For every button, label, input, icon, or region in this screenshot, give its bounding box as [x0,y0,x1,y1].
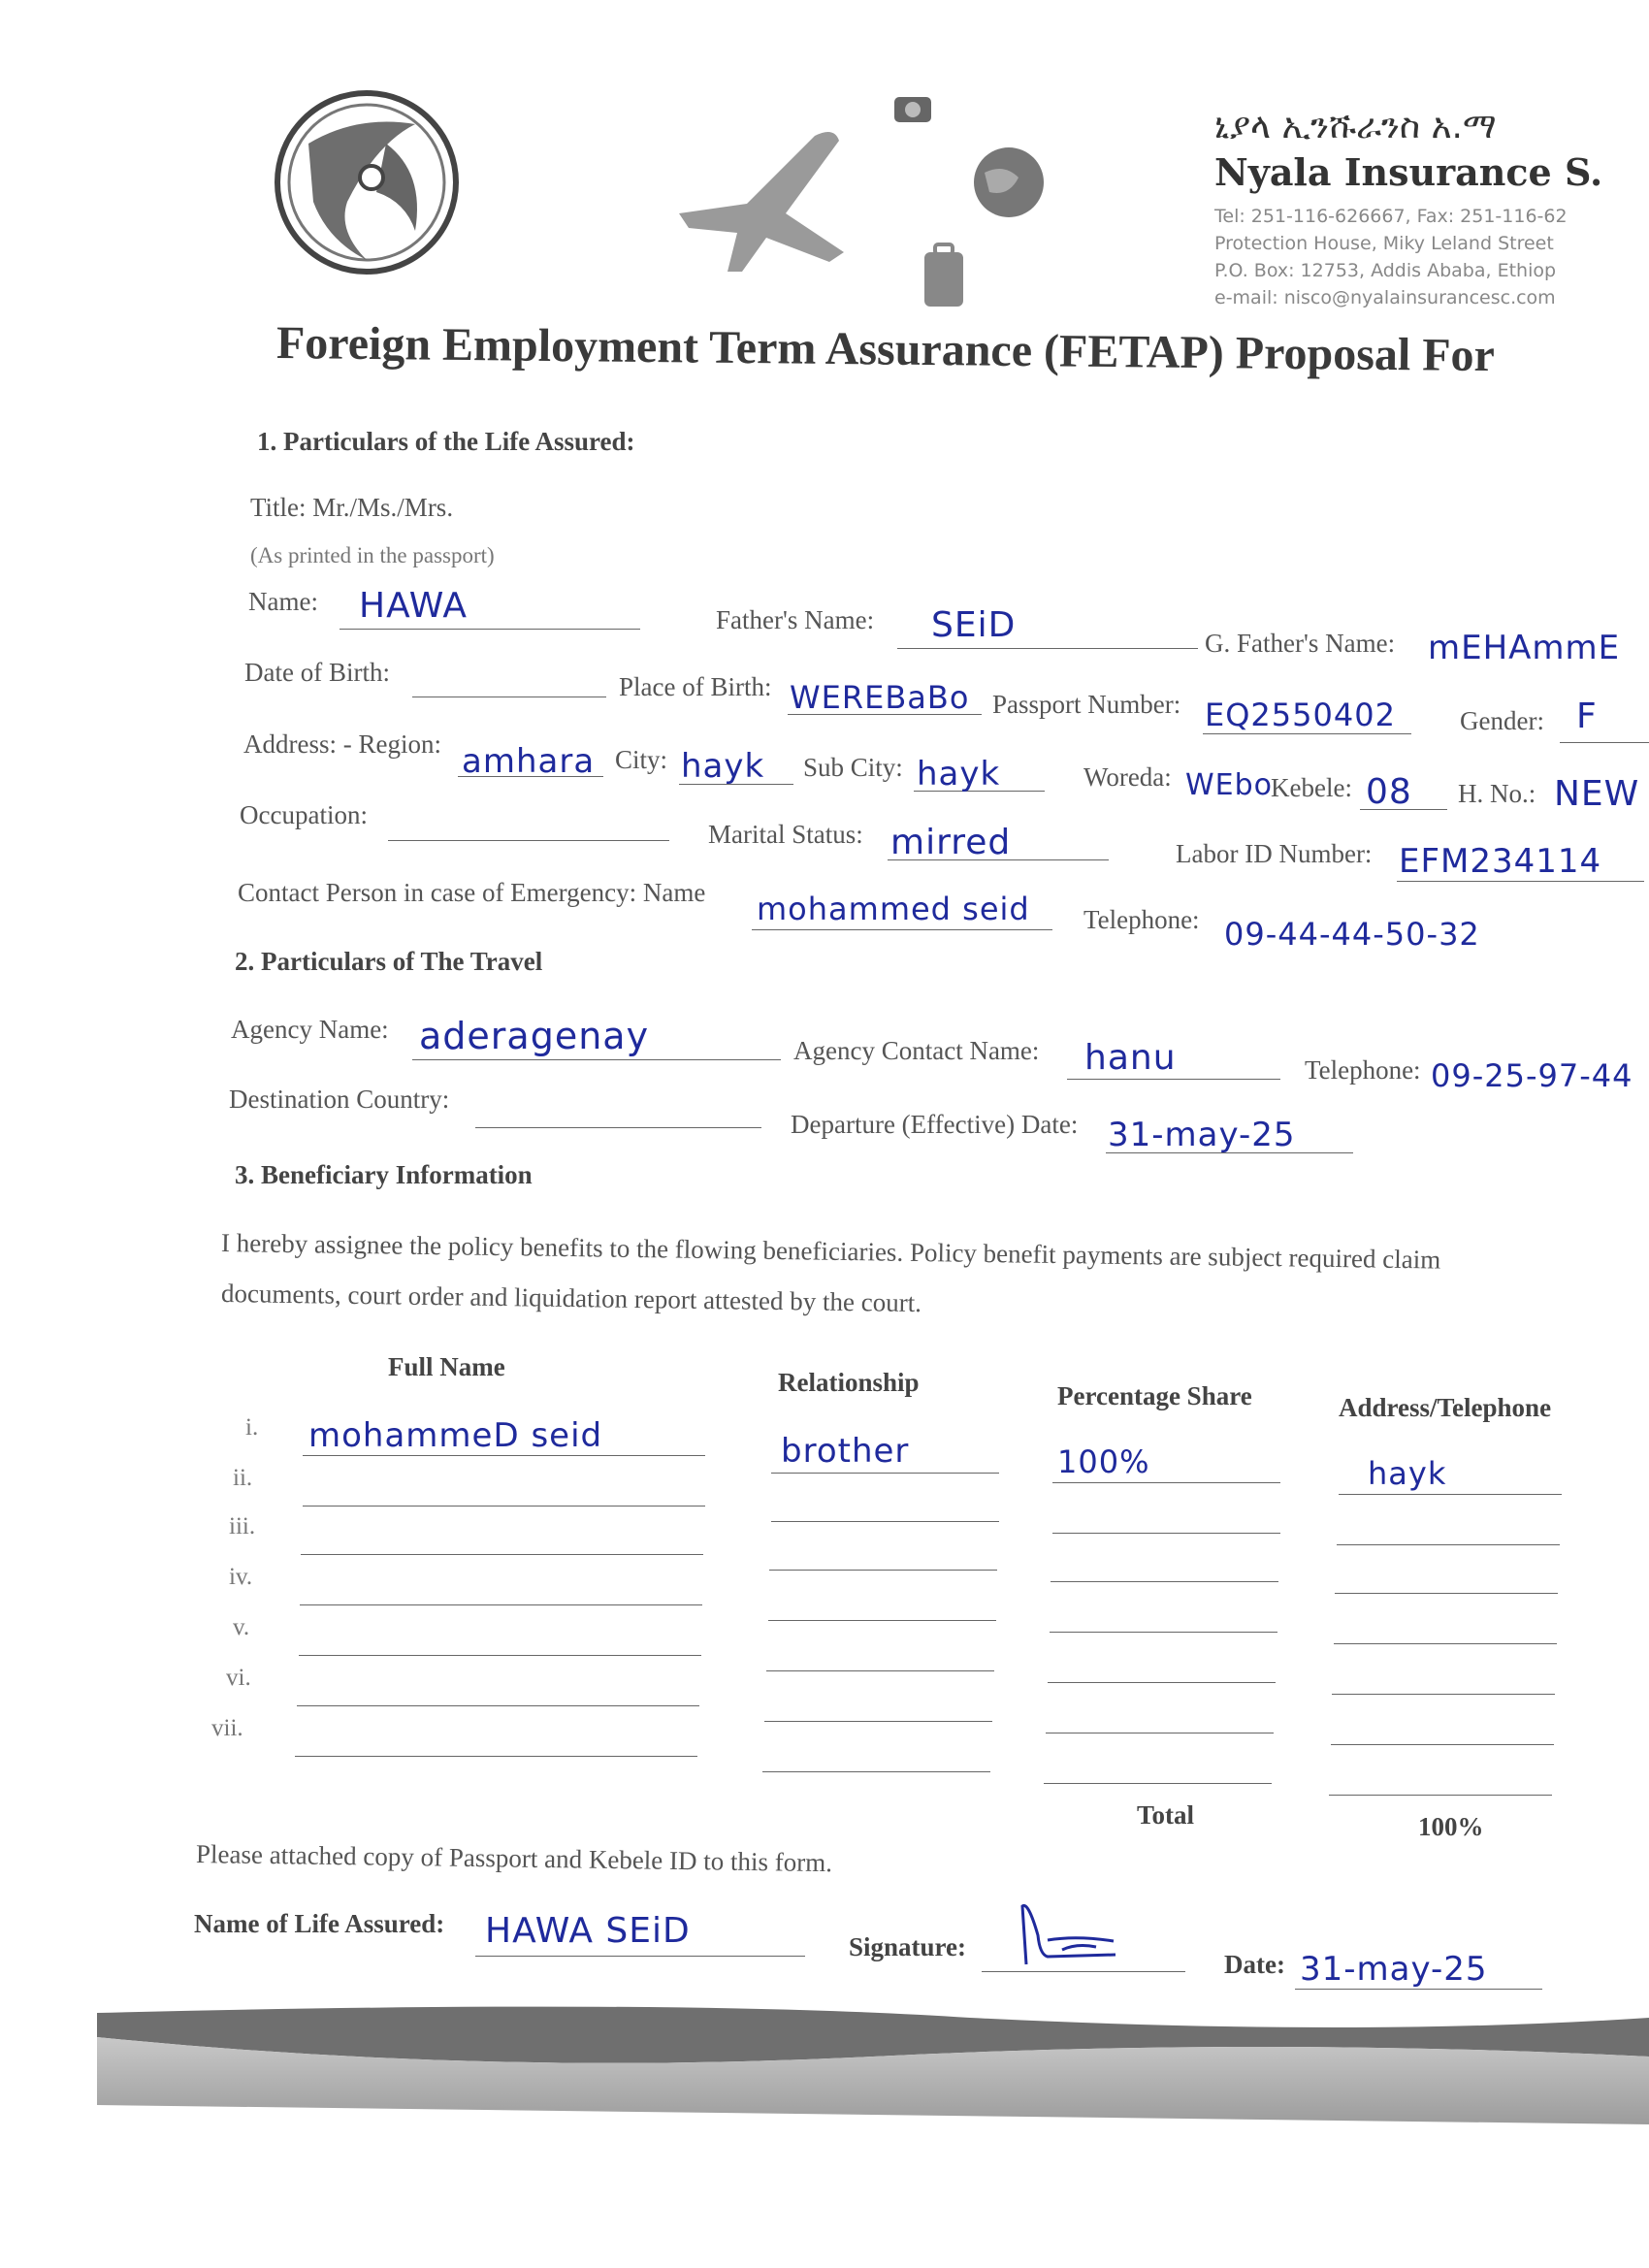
gender-field[interactable] [1560,742,1649,743]
emergency-telephone-label: Telephone: [1083,905,1200,934]
row1-share-value: 100% [1057,1443,1150,1480]
column-header-full-name: Full Name [388,1352,505,1381]
row4-relationship-field[interactable] [768,1620,996,1621]
passport-label: Passport Number: [992,690,1181,719]
company-name-amharic: ኒያላ ኢንሹራንስ አ.ማ [1214,107,1497,146]
house-no-value: NEW [1554,774,1640,814]
departure-date-value: 31-may-25 [1108,1116,1296,1154]
row1-address-field[interactable] [1339,1494,1562,1495]
globe-icon [970,144,1048,221]
row7-share-field[interactable] [1044,1783,1272,1784]
beneficiary-paragraph-line1: I hereby assignee the policy benefits to the flowing beneficiaries. Policy benefit payments are subject required claim [220,1228,1441,1275]
row4-name-field[interactable] [300,1604,702,1605]
company-contact-pobox: P.O. Box: 12753, Addis Ababa, Ethiop [1214,260,1557,281]
gfather-name-label: G. Father's Name: [1205,629,1396,658]
company-contact-tel: Tel: 251-116-626667, Fax: 251-116-62 [1214,206,1568,227]
row-number-2: ii. [233,1465,253,1491]
row-number-7: vii. [211,1715,243,1741]
row6-address-field[interactable] [1331,1744,1554,1745]
row1-address-value: hayk [1368,1455,1447,1492]
title-note: (As printed in the passport) [250,543,495,567]
date-value: 31-may-25 [1300,1950,1488,1989]
row1-full-name-value: mohammeD seid [308,1416,603,1455]
company-contact-email: e-mail: nisco@nyalainsurancesc.com [1214,287,1556,308]
row3-name-field[interactable] [301,1554,703,1555]
form-title: Foreign Employment Term Assurance (FETAP) Proposal For [275,317,1496,382]
dob-label: Date of Birth: [244,658,390,687]
total-value: 100% [1418,1812,1484,1841]
departure-date-label: Departure (Effective) Date: [791,1110,1079,1139]
row7-name-field[interactable] [295,1756,697,1757]
labor-id-value: EFM234114 [1399,842,1602,881]
company-name: Nyala Insurance S. [1214,150,1603,194]
row1-share-field[interactable] [1052,1482,1280,1483]
gender-label: Gender: [1460,706,1544,735]
destination-country-field[interactable] [475,1127,761,1128]
handwritten-signature [1009,1896,1145,1974]
agency-contact-label: Agency Contact Name: [793,1036,1040,1065]
father-name-value: SEiD [931,605,1017,645]
row3-relationship-field[interactable] [769,1570,997,1571]
occupation-label: Occupation: [240,800,368,829]
agency-telephone-label: Telephone: [1305,1055,1421,1085]
subcity-label: Sub City: [803,753,903,782]
marital-status-value: mirred [890,823,1012,862]
region-value: amhara [462,742,596,781]
pob-value: WEREBaBo [790,679,970,716]
passport-value: EQ2550402 [1205,697,1396,733]
agency-name-value: aderagenay [419,1015,650,1057]
kebele-value: 08 [1366,772,1412,812]
emergency-contact-field[interactable] [752,929,1052,930]
name-value: HAWA [359,586,468,626]
labor-id-label: Labor ID Number: [1176,839,1373,868]
signature-label: Signature: [849,1932,967,1961]
row2-address-field[interactable] [1337,1544,1560,1545]
total-label: Total [1137,1800,1195,1830]
marital-status-label: Marital Status: [708,820,863,849]
row7-relationship-field[interactable] [762,1771,990,1772]
emergency-contact-value: mohammed seid [757,891,1030,927]
row5-share-field[interactable] [1048,1682,1276,1683]
row4-share-field[interactable] [1050,1632,1277,1633]
beneficiary-paragraph-line2: documents, court order and liquidation report attested by the court. [220,1279,922,1318]
labor-id-field[interactable] [1397,881,1644,882]
agency-name-label: Agency Name: [231,1015,389,1044]
house-no-label: H. No.: [1458,779,1536,808]
row5-name-field[interactable] [299,1655,701,1656]
row6-relationship-field[interactable] [764,1721,992,1722]
column-header-percentage-share: Percentage Share [1057,1381,1252,1410]
column-header-relationship: Relationship [778,1368,920,1397]
row-number-1: i. [245,1414,259,1441]
airplane-icon [669,116,863,291]
row1-name-field[interactable] [303,1455,705,1456]
section2-heading: 2. Particulars of The Travel [235,947,543,976]
agency-name-field[interactable] [412,1059,781,1060]
city-value: hayk [681,747,765,786]
kebele-label: Kebele: [1271,773,1352,802]
father-name-field[interactable] [897,648,1198,649]
row5-address-field[interactable] [1332,1694,1555,1695]
row7-address-field[interactable] [1329,1795,1552,1796]
row1-relationship-value: brother [781,1432,910,1471]
city-label: City: [615,745,668,774]
subcity-value: hayk [917,755,1001,794]
row1-relationship-field[interactable] [771,1473,999,1474]
section1-heading: 1. Particulars of the Life Assured: [257,427,635,456]
emergency-telephone-value: 09-44-44-50-32 [1224,916,1480,953]
father-name-label: Father's Name: [716,605,875,634]
column-header-address-telephone: Address/Telephone [1339,1393,1552,1422]
emergency-contact-label: Contact Person in case of Emergency: Name [238,878,706,907]
camera-icon [890,85,935,130]
row-number-3: iii. [229,1513,256,1539]
row3-share-field[interactable] [1051,1581,1278,1582]
section3-heading: 3. Beneficiary Information [235,1160,533,1189]
date-field[interactable] [1295,1989,1542,1990]
woreda-value: WEbo [1185,768,1274,802]
life-assured-name-label: Name of Life Assured: [194,1909,445,1938]
row3-address-field[interactable] [1335,1593,1558,1594]
row-number-4: iv. [229,1564,253,1590]
life-assured-name-value: HAWA SEiD [485,1911,691,1951]
life-assured-name-field[interactable] [475,1956,805,1957]
footer-wave-band [97,1998,1649,2124]
luggage-icon [920,243,968,310]
date-label: Date: [1224,1950,1285,1979]
woreda-label: Woreda: [1083,762,1172,792]
name-field[interactable] [340,629,640,630]
company-contact-address: Protection House, Miky Leland Street [1214,233,1554,254]
row5-relationship-field[interactable] [766,1670,994,1671]
row-number-5: v. [233,1614,250,1640]
gender-value: F [1576,697,1598,736]
pob-label: Place of Birth: [619,672,772,701]
row2-relationship-field[interactable] [771,1521,999,1522]
passport-field[interactable] [1203,733,1411,734]
region-label: Address: - Region: [243,729,441,759]
row4-address-field[interactable] [1334,1643,1557,1644]
agency-contact-field[interactable] [1067,1079,1280,1080]
agency-contact-value: hanu [1084,1038,1177,1078]
destination-country-label: Destination Country: [229,1085,450,1114]
gfather-name-value: mEHAmmE [1428,629,1621,667]
occupation-field[interactable] [388,840,669,841]
attach-note: Please attached copy of Passport and Kebele ID to this form. [195,1839,833,1878]
agency-telephone-value: 09-25-97-44 [1431,1057,1633,1094]
name-label: Name: [248,587,318,616]
company-logo [270,85,473,279]
row2-share-field[interactable] [1052,1533,1280,1534]
row-number-6: vi. [226,1665,251,1691]
title-label: Title: Mr./Ms./Mrs. [250,493,454,522]
row6-name-field[interactable] [297,1705,699,1706]
row2-name-field[interactable] [303,1506,705,1507]
